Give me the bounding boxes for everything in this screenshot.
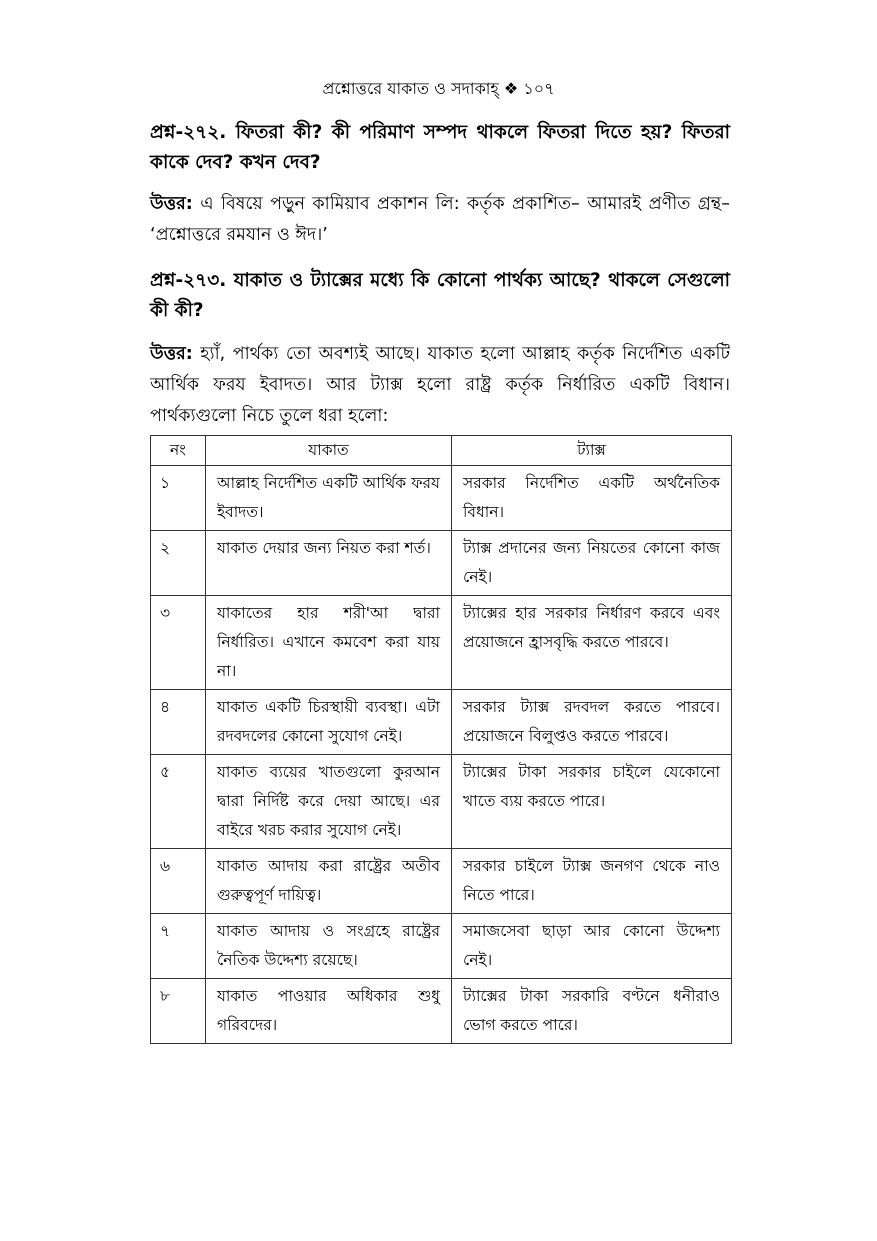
- table-row: [151, 466, 732, 531]
- tax-cell: ট্যাক্সের হার সরকার নির্ধারণ করবে এবং প্রয়োজনে হ্রাসবৃদ্ধি করতে পারবে।: [452, 596, 732, 690]
- answer-text: এ বিষয়ে পড়ুন কামিয়াব প্রকাশন লি: কর্তৃক প্রকাশিত– আমারই প্রণীত গ্রন্থ– ‘প্রশ্নোত্তরে রমযান ও ঈদ।’: [150, 194, 730, 245]
- tax-cell: সরকার নির্দেশিত একটি অর্থনৈতিক বিধান।: [452, 466, 732, 531]
- answer-label: উত্তর:: [150, 344, 193, 364]
- zakat-tax-comparison-table: [150, 435, 732, 1044]
- table-row: [151, 849, 732, 914]
- zakat-cell: যাকাত দেয়ার জন্য নিয়ত করা শর্ত।: [206, 531, 452, 596]
- question-273: প্রশ্ন-২৭৩. যাকাত ও ট্যাক্সের মধ্যে কি কোনো পার্থক্য আছে? থাকলে সেগুলো কী কী?: [150, 270, 730, 321]
- row-number: ১: [151, 466, 206, 531]
- zakat-cell: যাকাত আদায় ও সংগ্রহে রাষ্ট্রের নৈতিক উদ্দেশ্য রয়েছে।: [206, 914, 452, 979]
- answer-272: [150, 189, 730, 251]
- tax-cell: সমাজসেবা ছাড়া আর কোনো উদ্দেশ্য নেই।: [452, 914, 732, 979]
- row-number: ৬: [151, 849, 206, 914]
- zakat-cell: যাকাত একটি চিরস্থায়ী ব্যবস্থা। এটা রদবদলের কোনো সুযোগ নেই।: [206, 690, 452, 755]
- table-row: [151, 979, 732, 1044]
- tax-cell: ট্যাক্স প্রদানের জন্য নিয়তের কোনো কাজ নেই।: [452, 531, 732, 596]
- answer-label: উত্তর:: [150, 194, 193, 214]
- tax-cell: ট্যাক্সের টাকা সরকার চাইলে যেকোনো খাতে ব্যয় করতে পারে।: [452, 755, 732, 849]
- zakat-cell: যাকাত পাওয়ার অধিকার শুধু গরিবদের।: [206, 979, 452, 1044]
- table-row: [151, 690, 732, 755]
- tax-cell: সরকার ট্যাক্স রদবদল করতে পারবে। প্রয়োজনে বিলুপ্তও করতে পারবে।: [452, 690, 732, 755]
- zakat-cell: যাকাতের হার শরী'আ দ্বারা নির্ধারিত। এখানে কমবেশ করা যায় না।: [206, 596, 452, 690]
- question-272: প্রশ্ন-২৭২. ফিতরা কী? কী পরিমাণ সম্পদ থাকলে ফিতরা দিতে হয়? ফিতরা কাকে দেব? কখন দেব?: [150, 122, 730, 173]
- tax-cell: ট্যাক্সের টাকা সরকারি বণ্টনে ধনীরাও ভোগ করতে পারে।: [452, 979, 732, 1044]
- zakat-cell: যাকাত আদায় করা রাষ্ট্রের অতীব গুরুত্বপূর্ণ দায়িত্ব।: [206, 849, 452, 914]
- row-number: ৩: [151, 596, 206, 690]
- tax-cell: সরকার চাইলে ট্যাক্স জনগণ থেকে নাও নিতে পারে।: [452, 849, 732, 914]
- table-header-row: [151, 436, 732, 466]
- header-zakat: যাকাত: [206, 436, 452, 466]
- table-row: [151, 531, 732, 596]
- answer-text: হ্যাঁ, পার্থক্য তো অবশ্যই আছে। যাকাত হলো আল্লাহ কর্তৃক নির্দেশিত একটি আর্থিক ফরয ইবাদত। আর ট্যাক্স হলো রাষ্ট্র কর্তৃক নির্ধারিত একটি বিধান। পার্থক্যগুলো নিচে তুলে ধরা হলো:: [150, 344, 730, 426]
- zakat-cell: আল্লাহ নির্দেশিত একটি আর্থিক ফরয ইবাদত।: [206, 466, 452, 531]
- header-number: নং: [151, 436, 206, 466]
- row-number: ৫: [151, 755, 206, 849]
- table-row: [151, 914, 732, 979]
- table-row: [151, 755, 732, 849]
- running-header: প্রশ্নোত্তরে যাকাত ও সদাকাহ্ ❖ ১০৭: [322, 79, 555, 98]
- row-number: ৪: [151, 690, 206, 755]
- zakat-cell: যাকাত ব্যয়ের খাতগুলো কুরআন দ্বারা নির্দিষ্ট করে দেয়া আছে। এর বাইরে খরচ করার সুযোগ নেই।: [206, 755, 452, 849]
- table-row: [151, 596, 732, 690]
- row-number: ২: [151, 531, 206, 596]
- row-number: ৭: [151, 914, 206, 979]
- row-number: ৮: [151, 979, 206, 1044]
- header-tax: ট্যাক্স: [452, 436, 732, 466]
- answer-273: [150, 339, 730, 432]
